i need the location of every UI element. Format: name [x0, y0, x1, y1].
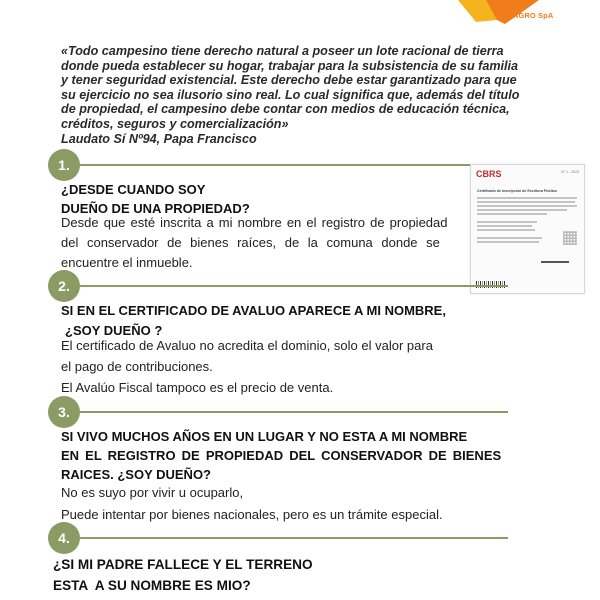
question-line: ¿DESDE CUANDO SOY — [61, 182, 206, 197]
certificate-text-line — [477, 229, 535, 231]
section-3-header — [48, 396, 508, 428]
question-line: ¿SOY DUEÑO ? — [65, 323, 163, 338]
quote-line: de propiedad, el campesino debe contar con medios de educación técnica, — [61, 102, 510, 117]
divider-line — [78, 537, 508, 539]
question-3 — [61, 427, 501, 484]
certificate-qr-icon — [563, 231, 577, 245]
question-4 — [53, 554, 313, 596]
section-number: 2. — [48, 270, 80, 302]
answer-line: Puede intentar por bienes nacionales, pero es un trámite especial. — [61, 507, 443, 522]
quote-source: Laudato Sí Nº94, Papa Francisco — [61, 132, 257, 146]
answer-line: No es suyo por vivir u ocuparlo, — [61, 485, 244, 500]
quote-line: y tener seguridad existencial. Este derecho debe estar garantizado para que — [61, 73, 517, 88]
question-line: ¿SI MI PADRE FALLECE Y EL TERRENO — [53, 557, 313, 572]
quote-line: créditos, seguros y comercialización» — [61, 116, 289, 131]
quote — [61, 44, 581, 132]
answer-2 — [61, 335, 433, 398]
signature-icon — [541, 261, 569, 263]
answer-line: Desde que esté inscrita a mi nombre en el registro de propiedad — [61, 215, 448, 230]
section-number: 4. — [48, 522, 80, 554]
quote-line: donde pueda establecer su hogar, trabajar para la subsistencia de su familia — [61, 58, 519, 73]
section-4-header — [48, 522, 508, 554]
certificate-text-line — [477, 205, 577, 207]
question-line: EN EL REGISTRO DE PROPIEDAD DEL CONSERVADOR DE BIENES — [61, 448, 502, 463]
section-1-header — [48, 149, 508, 181]
question-line: DUEÑO DE UNA PROPIEDAD? — [61, 201, 250, 216]
certificate-text-line — [477, 237, 542, 239]
answer-line: encuentre el inmueble. — [61, 255, 193, 270]
quote-line: «Todo campesino tiene derecho natural a poseer un lote racional de tierra — [61, 44, 504, 58]
section-number: 1. — [48, 149, 80, 181]
certificate-text-line — [477, 209, 567, 211]
certificate-text-line — [477, 225, 532, 227]
certificate-brand: CBRS — [476, 169, 502, 179]
answer-line: del conservador de bienes raíces, de la comuna donde se — [61, 235, 440, 250]
answer-line: El certificado de Avaluo no acredita el dominio, solo el valor para — [61, 338, 433, 353]
certificate-text-line — [477, 201, 575, 203]
divider-line — [78, 164, 508, 166]
question-line: ESTA A SU NOMBRE ES MIO? — [53, 578, 251, 593]
certificate-id: N° 1 - 2023 — [561, 170, 579, 174]
brand-name: CONAGRO SpA — [496, 11, 554, 20]
certificate-text-line — [477, 221, 537, 223]
certificate-text-line — [477, 241, 539, 243]
question-line: RAICES. ¿SOY DUEÑO? — [61, 467, 212, 482]
answer-1 — [61, 213, 448, 273]
divider-line — [78, 411, 508, 413]
divider-line — [78, 285, 508, 287]
section-number: 3. — [48, 396, 80, 428]
certificate-title: Certificado de Inscripción de Escritura Pública — [477, 189, 557, 193]
question-line: SI VIVO MUCHOS AÑOS EN UN LUGAR Y NO ESTA A MI NOMBRE — [61, 429, 468, 444]
certificate-text-line — [477, 197, 577, 199]
section-2-header — [48, 270, 508, 302]
quote-line: su ejercicio no sea ilusorio sino real. Lo cual significa que, además del título — [61, 87, 520, 102]
certificate-text-line — [477, 213, 547, 215]
answer-3 — [61, 482, 443, 526]
answer-line: el pago de contribuciones. — [61, 359, 213, 374]
question-line: SI EN EL CERTIFICADO DE AVALUO APARECE A MI NOMBRE, — [61, 303, 446, 318]
answer-line: El Avalúo Fiscal tampoco es el precio de venta. — [61, 380, 334, 395]
